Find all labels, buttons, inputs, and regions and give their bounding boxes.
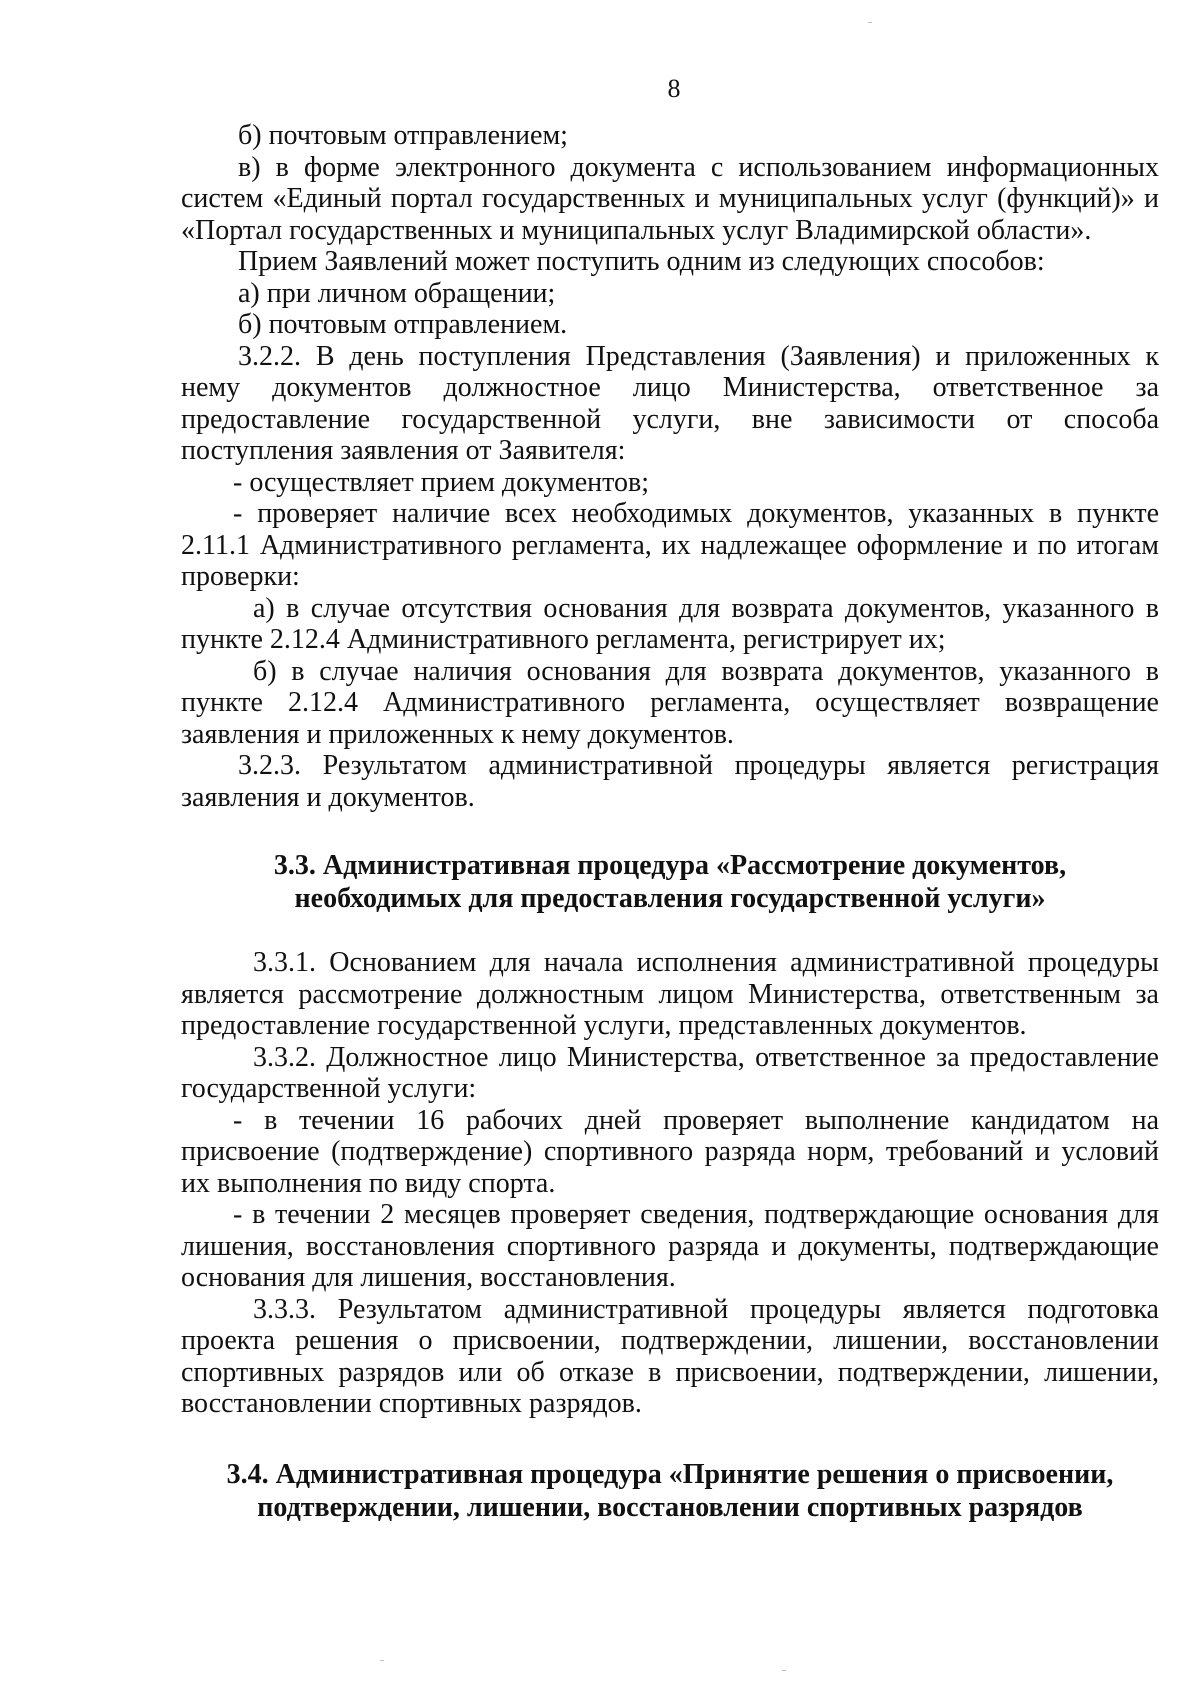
paragraph: 3.2.2. В день поступления Представления (Заявления) и приложенных к нему документов должностное лицо Министерства, ответственное за предоставление государственной услуги, вне зависимости от способа поступления заявления от Заявителя:: [181, 340, 1159, 466]
list-item: - проверяет наличие всех необходимых документов, указанных в пункте 2.11.1 Административного регламента, их надлежащее оформление и по итогам проверки:: [181, 498, 1159, 592]
heading-line: 3.4. Административная процедура «Принятие решения о присвоении,: [226, 1458, 1114, 1490]
sub-item: б) в случае наличия основания для возврата документов, указанного в пункте 2.12.4 Административного регламента, осуществляет возвращение заявления и приложенных к нему документов.: [181, 655, 1159, 750]
heading-line: подтверждении, лишении, восстановлении спортивных разрядов: [257, 1491, 1083, 1523]
paragraph: б) почтовым отправлением.: [238, 309, 568, 340]
paragraph: б) почтовым отправлением;: [238, 120, 568, 151]
paragraph: а) при личном обращении;: [238, 277, 556, 309]
heading-line: 3.3. Административная процедура «Рассмотрение документов,: [273, 850, 1067, 881]
section-3-2-continuation: [181, 120, 1159, 813]
sub-item: а) в случае отсутствия основания для возврата документов, указанного в пункте 2.12.4 Административного регламента, регистрирует их;: [181, 592, 1159, 655]
scan-speck: [782, 1670, 786, 1671]
paragraph: 3.3.3. Результатом административной процедуры является подготовка проекта решения о присвоении, подтверждении, лишении, восстановлении спортивных разрядов или об отказе в присвоении, подтверждении, лишении, восстановлении спортивных разрядов.: [181, 1293, 1159, 1419]
section-heading-3-3: [181, 849, 1159, 915]
section-heading-3-4: [181, 1458, 1159, 1524]
scan-speck: [380, 1660, 384, 1661]
section-3-3-body: [181, 947, 1159, 1420]
paragraph: 3.2.3. Результатом административной процедуры является регистрация заявления и документов.: [181, 750, 1159, 813]
list-item: - в течении 2 месяцев проверяет сведения, подтверждающие основания для лишения, восстановления спортивного разряда и документы, подтверждающие основания для лишения, восстановления.: [181, 1199, 1159, 1293]
list-item: - осуществляет прием документов;: [233, 466, 649, 498]
scan-speck: [868, 22, 872, 23]
document-body: [181, 120, 1159, 1524]
page-number: 8: [667, 74, 681, 103]
heading-line: необходимых для предоставления государственной услуги»: [294, 883, 1046, 914]
list-item: - в течении 16 рабочих дней проверяет выполнение кандидатом на присвоение (подтверждение) спортивного разряда норм, требований и условий их выполнения по виду спорта.: [181, 1104, 1159, 1199]
paragraph: Прием Заявлений может поступить одним из следующих способов:: [238, 246, 1045, 277]
paragraph: 3.3.2. Должностное лицо Министерства, ответственное за предоставление государственной услуги:: [181, 1041, 1159, 1104]
paragraph: в) в форме электронного документа с использованием информационных систем «Единый портал государственных и муниципальных услуг (функций)» и «Портал государственных и муниципальных услуг Владимирской области».: [181, 151, 1159, 246]
paragraph: 3.3.1. Основанием для начала исполнения административной процедуры является рассмотрение должностным лицом Министерства, ответственным за предоставление государственной услуги, представленных документов.: [181, 947, 1159, 1041]
